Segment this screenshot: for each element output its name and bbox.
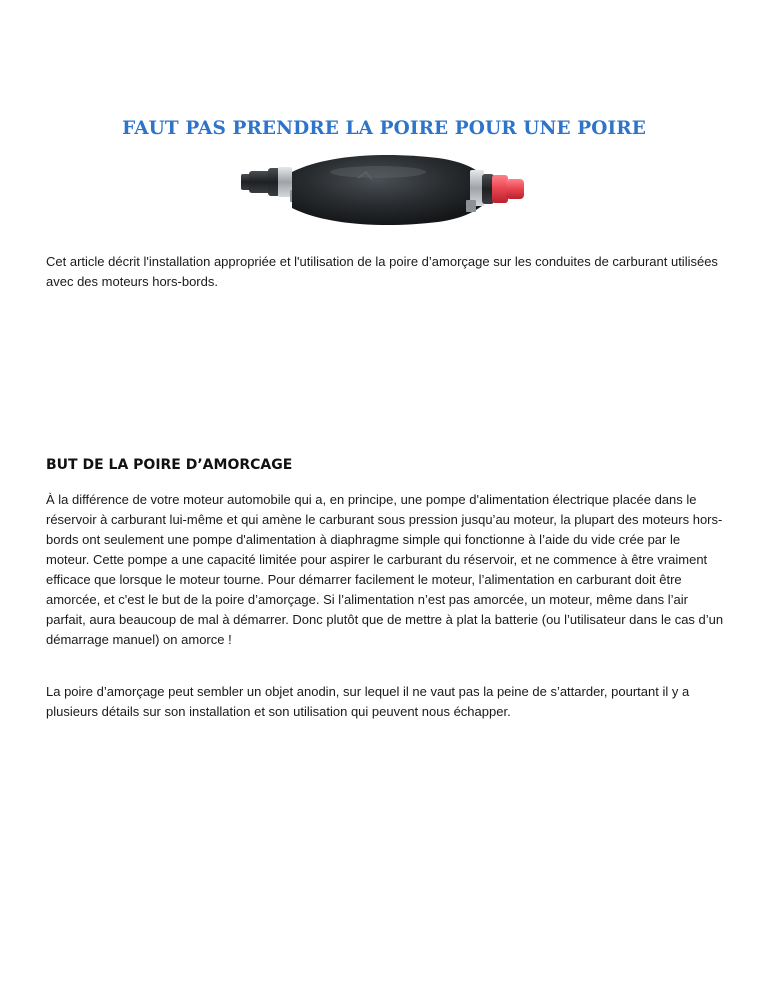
body-paragraph: La poire d’amorçage peut sembler un objet anodin, sur lequel il ne vaut pas la peine de s’attarder, pourtant il y a plusieurs détails sur son installation et son utilisation qui peuvent nous échapper. bbox=[46, 684, 690, 719]
intro-paragraph: Cet article décrit l'installation appropriée et l'utilisation de la poire d’amorçage sur les conduites de carburant utilisées avec des moteurs hors-bords. bbox=[46, 254, 718, 289]
document-title: FAUT PAS PRENDRE LA POIRE POUR UNE POIRE bbox=[122, 118, 646, 139]
primer-bulb-illustration bbox=[238, 150, 529, 234]
primer-bulb-icon bbox=[238, 150, 529, 234]
section-heading: BUT DE LA POIRE D’AMORCAGE bbox=[46, 457, 293, 473]
body-paragraph: À la différence de votre moteur automobile qui a, en principe, une pompe d'alimentation électrique placée dans le réservoir à carburant lui-même et qui amène le carburant sous pression jusqu’au moteur, la plupart des moteurs hors-bords ont seulement une pompe d'alimentation à diaphragme simple qui fonctionne à l’aide du vide crée par le moteur. Cette pompe a une capacité limitée pour aspirer le carburant du réservoir, et ne commence à être vraiment efficace que lorsque le moteur tourne. Pour démarrer facilement le moteur, l’alimentation en carburant doit être amorcée, et c'est le but de la poire d’amorçage. Si l’alimentation n’est pas amorcée, un moteur, même dans l’air parfait, aura beaucoup de mal à démarrer. Donc plutôt que de mettre à plat la batterie (ou l’utilisateur dans le cas d’un démarrage manuel) on amorce ! bbox=[46, 492, 724, 647]
